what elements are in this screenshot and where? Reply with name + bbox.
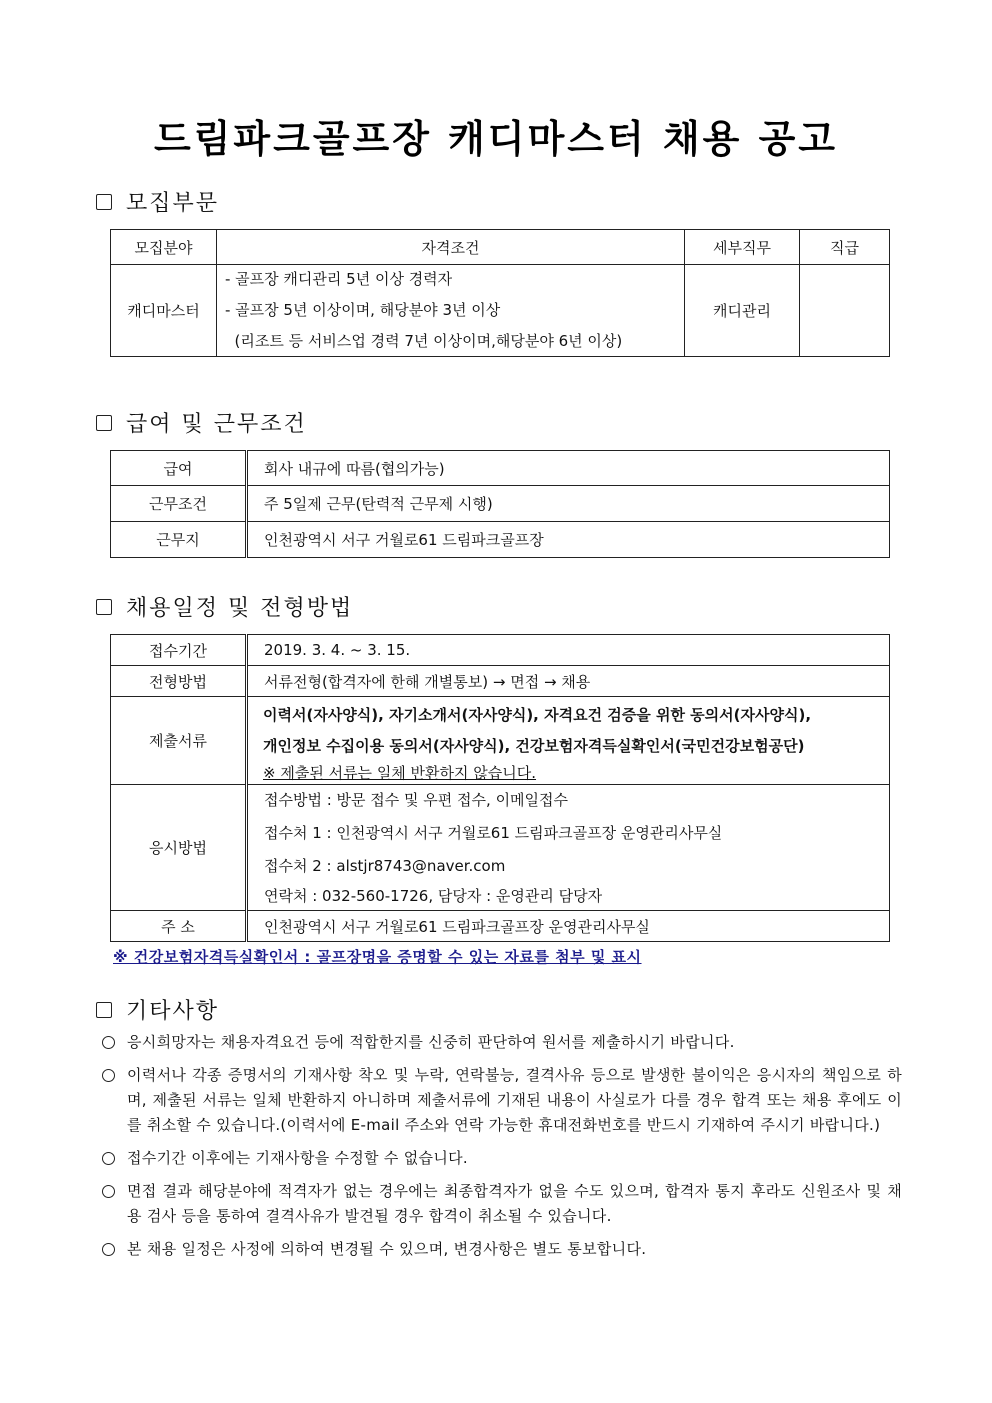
- duty-cell: 캐디관리: [685, 265, 800, 357]
- section-heading-schedule: [96, 591, 353, 622]
- workplace-label-cell: 근무지: [111, 522, 247, 558]
- docs-line: 개인정보 수집이용 동의서(자사양식), 건강보험자격득실확인서(국민건강보험공단): [263, 736, 805, 755]
- list-item: [102, 1063, 902, 1138]
- address-value-cell: 인천광역시 서구 거월로61 드림파크골프장 운영관리사무실: [247, 911, 890, 942]
- docs-note: ※ 제출된 서류는 일체 반환하지 않습니다.: [263, 763, 537, 782]
- docs-line: 이력서(자사양식), 자기소개서(자사양식), 자격요건 검증을 위한 동의서(자사양식),: [263, 705, 812, 724]
- field-cell: 캐디마스터: [111, 265, 217, 357]
- workplace-value-cell: 인천광역시 서구 거월로61 드림파크골프장: [247, 522, 890, 558]
- pay-table: [110, 450, 890, 558]
- checkbox-square-icon: [96, 194, 112, 210]
- section-label: 채용일정 및 전형방법: [126, 596, 354, 621]
- list-item: [102, 1179, 902, 1229]
- section-label: 급여 및 근무조건: [126, 412, 307, 437]
- header-cell: 자격조건: [217, 230, 685, 265]
- method-value-cell: 서류전형(합격자에 한해 개별통보) → 면접 → 채용: [247, 666, 890, 697]
- qualification-line: - 골프장 캐디관리 5년 이상 경력자: [225, 269, 453, 288]
- checkbox-square-icon: [96, 599, 112, 615]
- period-value-cell: 2019. 3. 4. ~ 3. 15.: [247, 635, 890, 666]
- qualification-line: - 골프장 5년 이상이며, 해당분야 3년 이상: [225, 300, 501, 319]
- circle-bullet-icon: [102, 1036, 115, 1049]
- method-label-cell: 전형방법: [111, 666, 247, 697]
- header-cell: 세부직무: [685, 230, 800, 265]
- apply-line: 접수처 1 : 인천광역시 서구 거월로61 드림파크골프장 운영관리사무실: [264, 824, 723, 842]
- list-item-text: 응시희망자는 채용자격요건 등에 적합한지를 신중히 판단하여 원서를 제출하시기 바랍니다.: [127, 1033, 735, 1051]
- header-cell: 모집분야: [111, 230, 217, 265]
- circle-bullet-icon: [102, 1243, 115, 1256]
- docs-label-cell: 제출서류: [111, 697, 247, 785]
- checkbox-square-icon: [96, 1002, 112, 1018]
- pay-label-cell: 급여: [111, 451, 247, 486]
- apply-label-cell: 응시방법: [111, 785, 247, 911]
- apply-line: 연락처 : 032-560-1726, 담당자 : 운영관리 담당자: [264, 887, 603, 905]
- checkbox-square-icon: [96, 415, 112, 431]
- schedule-table: [110, 634, 890, 942]
- grade-cell: [800, 265, 890, 357]
- section-heading-pay: [96, 407, 307, 438]
- period-label-cell: 접수기간: [111, 635, 247, 666]
- qualification-cell: [217, 265, 685, 357]
- pay-value-cell: 회사 내규에 따름(협의가능): [247, 451, 890, 486]
- address-label-cell: 주 소: [111, 911, 247, 942]
- section-heading-etc: [96, 994, 219, 1025]
- circle-bullet-icon: [102, 1152, 115, 1165]
- docs-value-cell: [247, 697, 890, 785]
- section-label: 기타사항: [126, 999, 220, 1024]
- work-condition-value-cell: 주 5일제 근무(탄력적 근무제 시행): [247, 486, 890, 522]
- apply-line: 접수방법 : 방문 접수 및 우편 접수, 이메일접수: [264, 791, 569, 809]
- apply-line: 접수처 2 : alstjr8743@naver.com: [264, 857, 506, 875]
- list-item: [102, 1030, 902, 1055]
- circle-bullet-icon: [102, 1069, 115, 1082]
- list-item: [102, 1237, 902, 1262]
- highlight-note: ※ 건강보험자격득실확인서 : 골프장명을 증명할 수 있는 자료를 첨부 및 표시: [113, 948, 642, 966]
- etc-list: [102, 1030, 902, 1270]
- recruit-table: [110, 229, 890, 357]
- header-cell: 직급: [800, 230, 890, 265]
- work-condition-label-cell: 근무조건: [111, 486, 247, 522]
- list-item: [102, 1146, 902, 1171]
- section-label: 모집부문: [126, 191, 220, 216]
- page-title: 드림파크골프장 캐디마스터 채용 공고: [153, 117, 839, 161]
- qualification-line: (리조트 등 서비스업 경력 7년 이상이며,해당분야 6년 이상): [225, 331, 623, 350]
- list-item-text: 면접 결과 해당분야에 적격자가 없는 경우에는 최종합격자가 없을 수도 있으며, 합격자 통지 후라도 신원조사 및 채용 검사 등을 통하여 결격사유가 발견될 경우 합격이 취소될 수 있습니다.: [127, 1182, 902, 1225]
- apply-value-cell: [247, 785, 890, 911]
- circle-bullet-icon: [102, 1185, 115, 1198]
- list-item-text: 본 채용 일정은 사정에 의하여 변경될 수 있으며, 변경사항은 별도 통보합니다.: [127, 1240, 647, 1258]
- list-item-text: 이력서나 각종 증명서의 기재사항 착오 및 누락, 연락불능, 결격사유 등으로 발생한 불이익은 응시자의 책임으로 하며, 제출된 서류는 일체 반환하지 아니하며 제출서류에 기재된 내용이 사실로가 다를 경우 합격 또는 채용 후에도 이를 취소할 수 있습니다.(이력서에 E-mail 주소와 연락 가능한 휴대전화번호를 반드시 기재하여 주시기 바랍니다.): [127, 1066, 902, 1134]
- section-heading-recruit: [96, 186, 219, 217]
- list-item-text: 접수기간 이후에는 기재사항을 수정할 수 없습니다.: [127, 1149, 469, 1167]
